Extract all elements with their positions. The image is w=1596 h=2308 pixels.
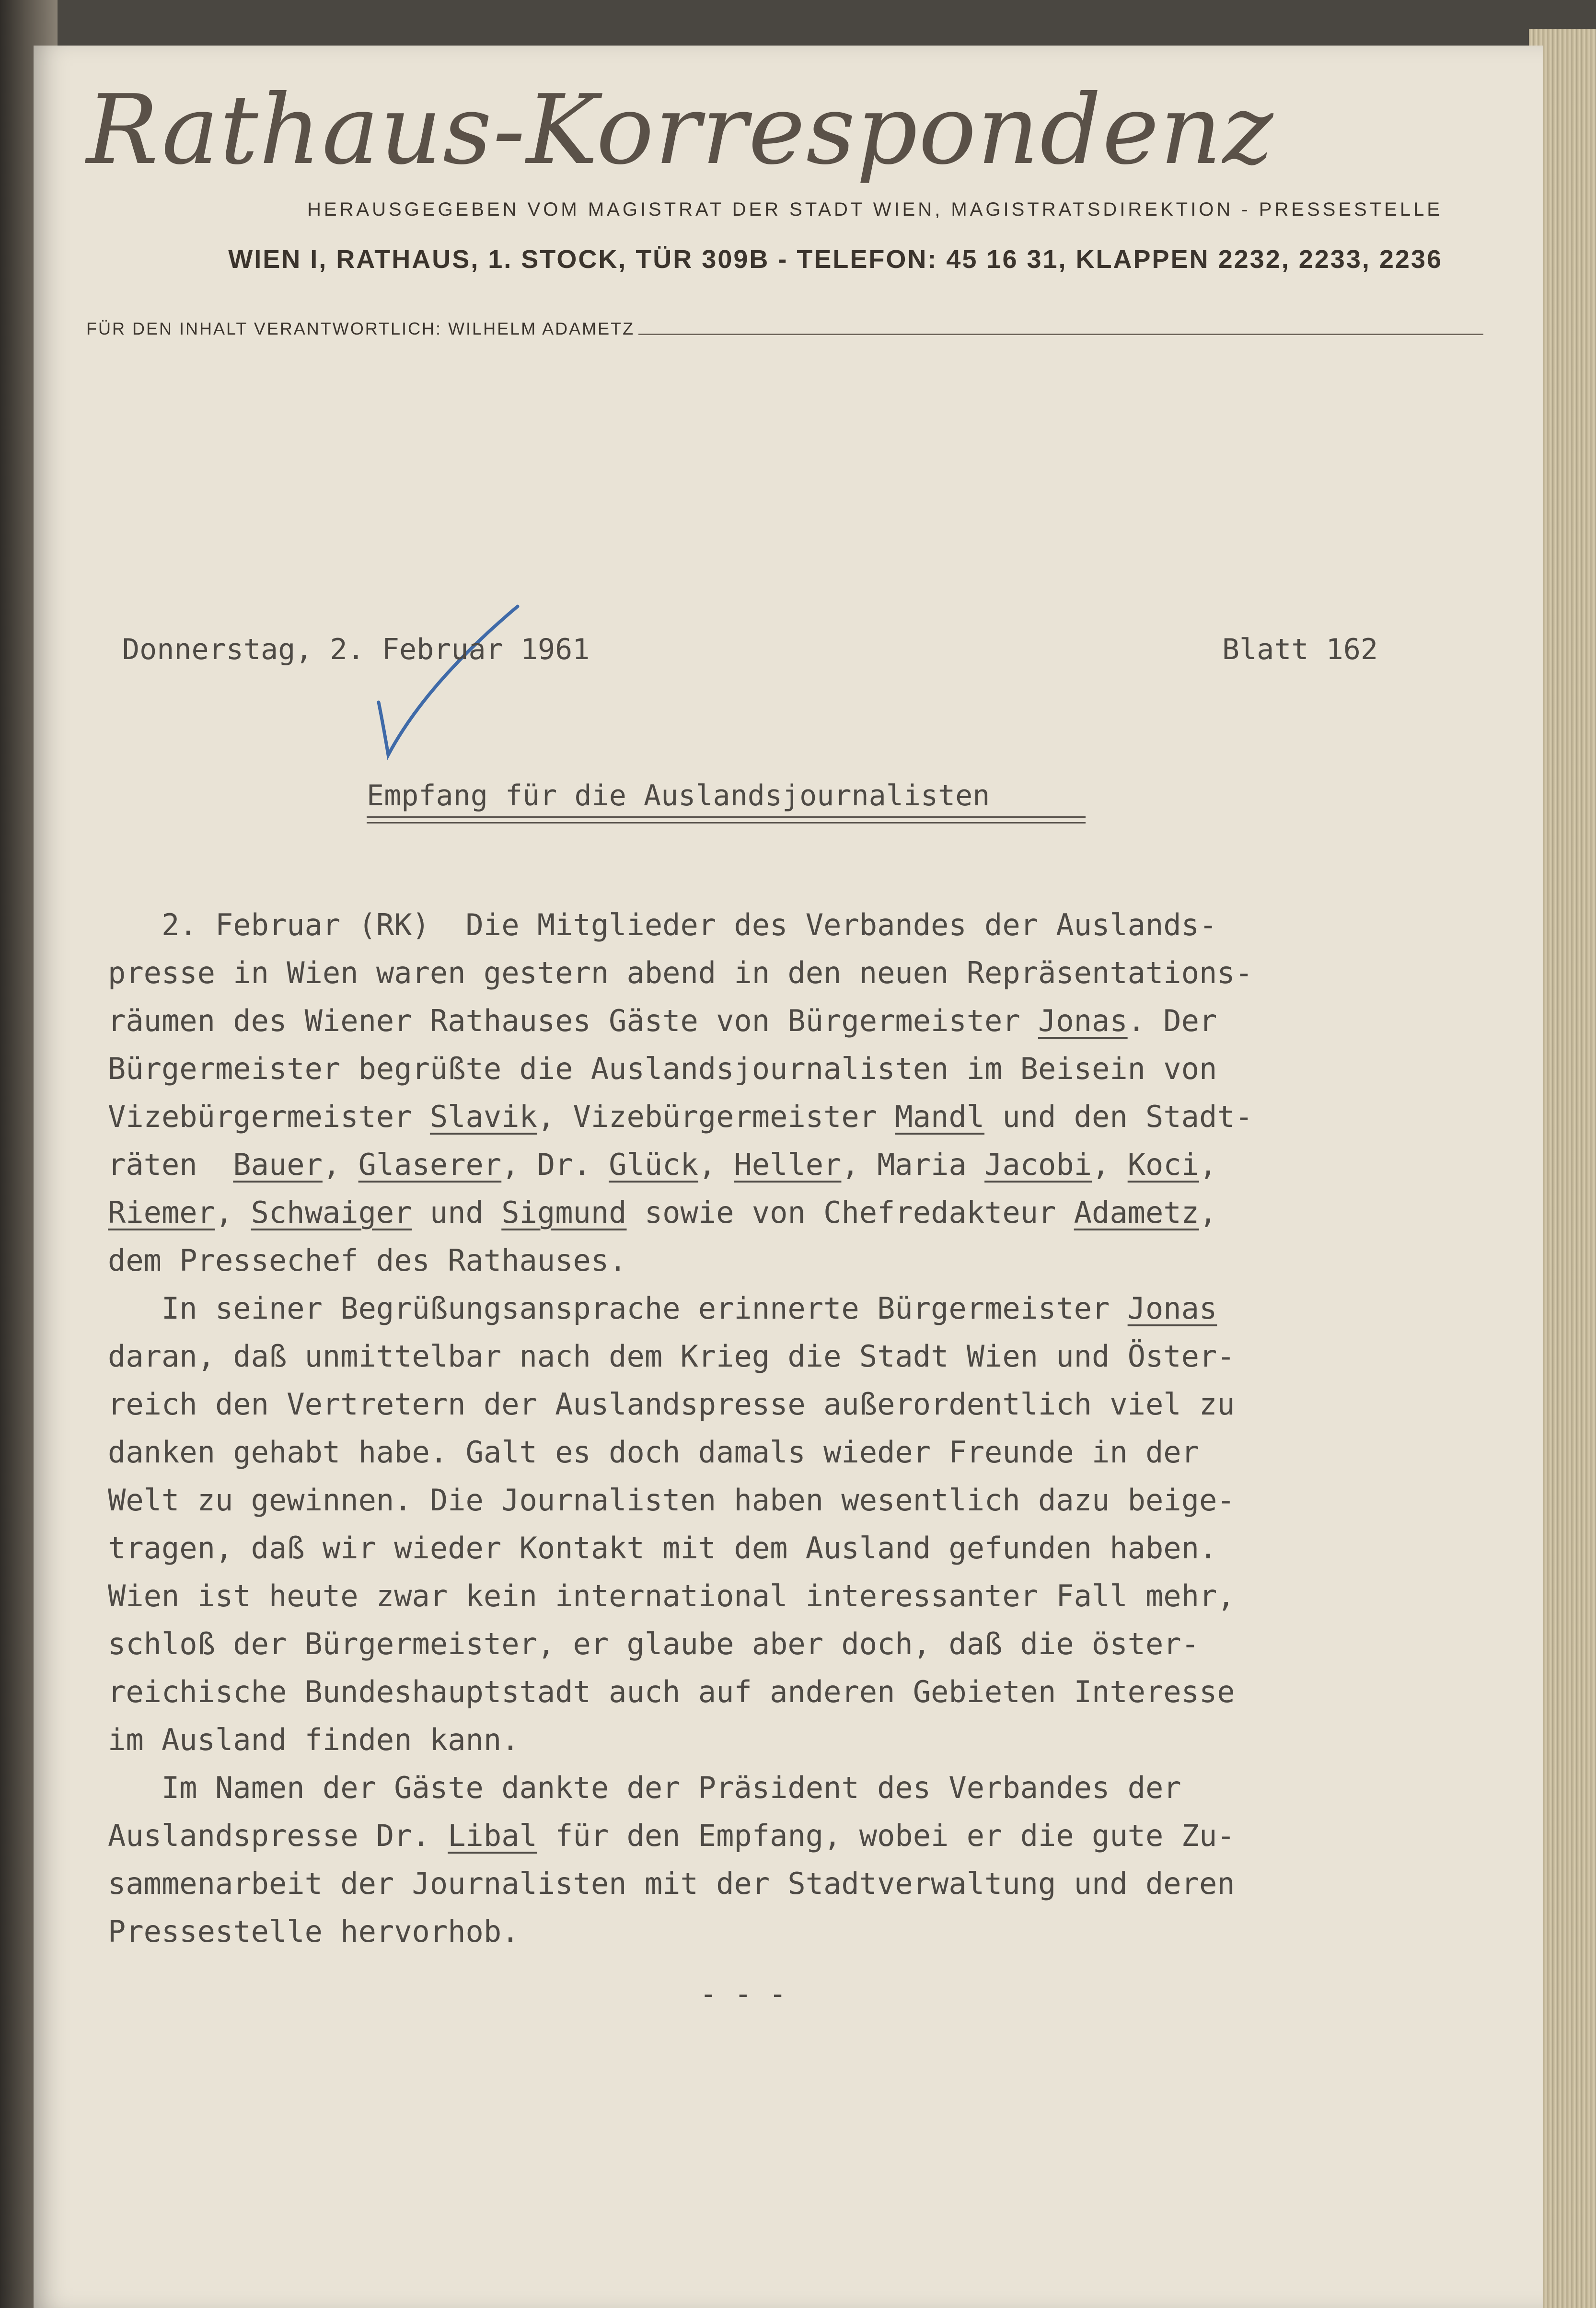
- name-libal: Libal: [448, 1818, 537, 1853]
- date-text: Donnerstag, 2. Februar 1961: [122, 633, 590, 666]
- p2-line-7: Wien ist heute zwar kein international interessanter Fall mehr,: [108, 1578, 1235, 1613]
- p1-line-5: Vizebürgermeister: [108, 1099, 430, 1134]
- p1-line-1: 2. Februar (RK) Die Mitglieder des Verbandes der Auslands-: [108, 907, 1217, 942]
- responsible-label: FÜR DEN INHALT VERANTWORTLICH: WILHELM ADAMETZ: [86, 319, 635, 338]
- name-jonas: Jonas: [1038, 1003, 1128, 1038]
- name-glaserer: Glaserer: [358, 1147, 502, 1182]
- p2-line-5: Welt zu gewinnen. Die Journalisten haben wesentlich dazu beige-: [108, 1483, 1235, 1518]
- closing-dashes: - - -: [700, 1977, 786, 2011]
- p2-line-2: daran, daß unmittelbar nach dem Krieg die Stadt Wien und Öster-: [108, 1339, 1235, 1374]
- p2-line-3: reich den Vertretern der Auslandspresse außerordentlich viel zu: [108, 1387, 1235, 1422]
- p2-line-8: schloß der Bürgermeister, er glaube aber doch, daß die öster-: [108, 1626, 1199, 1661]
- p2-line-1: In seiner Begrüßungsansprache erinnerte Bürgermeister: [108, 1291, 1128, 1326]
- sep: ,: [1092, 1147, 1128, 1182]
- p3-line-2-end: für den Empfang, wobei er die gute Zu-: [537, 1818, 1235, 1853]
- p2-line-6: tragen, daß wir wieder Kontakt mit dem Ausland gefunden haben.: [108, 1531, 1217, 1566]
- name-mandl: Mandl: [895, 1099, 985, 1134]
- responsible-rule: [638, 334, 1483, 335]
- responsible-line: [86, 319, 1483, 339]
- sheet-number: Blatt 162: [1222, 633, 1378, 666]
- sep: und: [412, 1195, 502, 1230]
- name-koci: Koci: [1127, 1147, 1200, 1182]
- p2-line-9: reichische Bundeshauptstadt auch auf anderen Gebieten Interesse: [108, 1674, 1235, 1709]
- sep: , Maria: [841, 1147, 985, 1182]
- p3-line-2: Auslandspresse Dr.: [108, 1818, 448, 1853]
- name-slavik: Slavik: [429, 1099, 537, 1134]
- name-adametz: Adametz: [1074, 1195, 1199, 1230]
- sep: , Dr.: [501, 1147, 609, 1182]
- publisher-line: HERAUSGEGEBEN VOM MAGISTRAT DER STADT WIEN, MAGISTRATSDIREKTION - PRESSESTELLE: [307, 199, 1443, 220]
- pencil-check-mark-icon: [369, 597, 527, 765]
- name-jonas-2: Jonas: [1127, 1291, 1217, 1326]
- p3-line-3: sammenarbeit der Journalisten mit der Stadtverwaltung und deren: [108, 1866, 1235, 1901]
- p1-line-4: Bürgermeister begrüßte die Auslandsjournalisten im Beisein von: [108, 1051, 1217, 1086]
- heading-double-underline: [367, 815, 1086, 825]
- p1-line-8: dem Pressechef des Rathauses.: [108, 1243, 627, 1278]
- p1-line-5-end: und den Stadt-: [984, 1099, 1253, 1134]
- name-riemer: Riemer: [108, 1195, 215, 1230]
- sep: ,: [1199, 1195, 1217, 1230]
- name-bauer: Bauer: [233, 1147, 323, 1182]
- name-sigmund: Sigmund: [501, 1195, 627, 1230]
- article-body: [108, 901, 1421, 1956]
- p1-line-5-mid: , Vizebürgermeister: [537, 1099, 895, 1134]
- p3-line-4: Pressestelle hervorhob.: [108, 1914, 520, 1949]
- name-jacobi: Jacobi: [984, 1147, 1092, 1182]
- p1-line-3-end: . Der: [1127, 1003, 1217, 1038]
- name-glueck: Glück: [609, 1147, 698, 1182]
- name-schwaiger: Schwaiger: [251, 1195, 412, 1230]
- sep: ,: [322, 1147, 359, 1182]
- sep: ,: [215, 1195, 251, 1230]
- masthead-title: Rathaus-Korrespondenz: [86, 74, 1274, 186]
- p1-line-2: presse in Wien waren gestern abend in den neuen Repräsentations-: [108, 955, 1253, 990]
- p1-line-6: räten: [108, 1147, 233, 1182]
- article-heading: Empfang für die Auslandsjournalisten: [367, 779, 990, 812]
- address-line: WIEN I, RATHAUS, 1. STOCK, TÜR 309B - TELEFON: 45 16 31, KLAPPEN 2232, 2233, 2236: [228, 245, 1443, 274]
- p1-line-3: räumen des Wiener Rathauses Gäste von Bürgermeister: [108, 1003, 1039, 1038]
- document-page: [34, 46, 1543, 2308]
- name-heller: Heller: [734, 1147, 842, 1182]
- sep: ,: [698, 1147, 734, 1182]
- p2-line-4: danken gehabt habe. Galt es doch damals wieder Freunde in der: [108, 1435, 1199, 1470]
- dateline: [122, 633, 1378, 666]
- p2-line-10: im Ausland finden kann.: [108, 1722, 520, 1757]
- sep: sowie von Chefredakteur: [626, 1195, 1074, 1230]
- sep: ,: [1199, 1147, 1217, 1182]
- p3-line-1: Im Namen der Gäste dankte der Präsident des Verbandes der: [108, 1770, 1181, 1805]
